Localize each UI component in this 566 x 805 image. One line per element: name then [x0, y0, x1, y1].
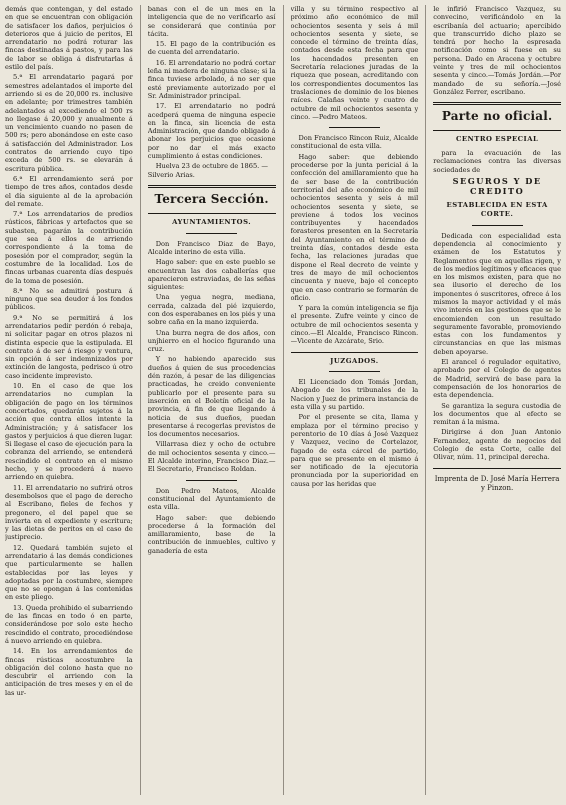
- section-divider: [433, 102, 561, 105]
- col1-paragraph: demás que contengan, y del estado en que se encuentran con obligación de satisfacer los daños, perjuicios ó deterioros que á juicio de peritos, El arrendatario no podrá roturar las fincas destinadas á pastos, y para las de labor se obliga á disfrutarlas á estilo del país.: [5, 5, 133, 72]
- col2-paragraph: Villarrasa diez y ocho de octubre de mil ochocientos sesenta y cinco.—El Alcalde interino, Francisco Diaz.—El Secretario, Francisco Roldan.: [147, 440, 276, 474]
- subsection-centro-especial: CENTRO ESPECIAL: [455, 135, 539, 144]
- column-divider: [283, 5, 284, 795]
- section-title-parte-no-oficial: Parte no oficial.: [441, 109, 553, 124]
- col2-paragraph: Y no habiendo aparecido sus dueños á quien de sus procedencias dén razón, á pesar de las diligencias practicadas, he creido conveniente publicarlo por el presente para su inserción en el Boletín oficial de la provincia, á fin de que llegando á noticia de sus dueños, puedan presentarse á recogerlas previstos de los documentos necesarios.: [147, 355, 276, 439]
- col2-paragraph: Una yegua negra, mediana, cerrada, calzada del pié izquierdo, con dos esperabanes en los piés y una sobre caña en la mano izquierda.: [147, 293, 276, 327]
- short-rule: [472, 225, 523, 226]
- subsection-ayuntamientos: AYUNTAMIENTOS.: [172, 218, 252, 227]
- column-divider: [140, 5, 141, 795]
- section-divider: [291, 352, 419, 353]
- col3-paragraph: Por el presente se cita, llama y emplaza por el término preciso y perentorio de 10 días á José Vazquez y Vazquez, vecino de Cortelazor, fugado de esta cárcel de partido, para que se presente en el mismo á ser notificado de la ejecutoria pronunciada por la superioridad en causa por las heridas que: [290, 413, 419, 488]
- col2-paragraph: Hago saber: que debiendo procederse á la formación del amillaramiento, base de la contribución de inmuebles, cultivo y ganadería de esta: [147, 513, 276, 555]
- signoff: Huelva 23 de octubre de 1865. —Silverio Arias.: [147, 162, 268, 179]
- col1-paragraph: 5.ª El arrendatario pagará por semestres adelantados el importe del arriendo si es de 20,000 rs. inclusive en adelante; por trimestres también adelantados al excediendo el 500 rs no llegase á 20,000 y anualmente á un vencimiento cuando no pasen de 500 rs; pero abonándose en este caso á satisfacción del Administrador. Los contratos de arriendo cuyo tipo exceda de 500 rs. se elevarán á escritura pública.: [5, 73, 133, 173]
- col3-paragraph: El Licenciado don Tomás Jordan, Abogado de los tribunales de la Nacion y Juez de primera instancia de esta villa y su partido.: [290, 378, 419, 412]
- col3-paragraph: Don Francisco Rincon Ruiz, Alcalde constitucional de esta villa.: [290, 134, 419, 151]
- section-title-tercera: Tercera Sección.: [154, 191, 269, 206]
- imprint-line: Imprenta de D. José María Herrera y Pinzon.: [434, 474, 560, 493]
- section-divider: [148, 213, 276, 214]
- col1-paragraph: 13. Queda prohibido el subarriendo de las fincas en todo ó en parte, considerándose por solo este hecho rescindido el contrato, procediéndose á nuevo arriendo en quiebra.: [5, 603, 133, 645]
- column-divider: [425, 5, 426, 795]
- short-rule: [186, 233, 237, 234]
- col3-paragraph: Hago saber: que debiendo procederse por la junta pericial á la confección del amillaramiento que ha de ser base de la contribución territorial del año económico de mil ochocientos sesenta y seis á mil ochocientos sesenta y siete, se previene á todos los vecinos contribuyentes y hacendados forasteros presenten en la Secretaría del Ayuntamiento en el término de treinta días, contados desde esta fecha, las relaciones juradas que dispone el Real decreto de veinte y tres de mayo de mil ochocientos cincuenta y nueve, bajo el concepto que en caso contrario se formarán de oficio.: [290, 152, 419, 302]
- col2-paragraph: Don Pedro Mateos, Alcalde constitucional del Ayuntamiento de esta villa.: [147, 486, 276, 512]
- col2-paragraph: Don Francisco Diaz de Bayo, Alcalde interino de esta villa.: [147, 239, 276, 256]
- col4-paragraph: El arancel ó regulador equitativo, aprobado por el Colegio de agentes de Madrid, servirá de base para la compensación de los honorarios de esta dependencia.: [433, 358, 561, 400]
- column-1: [5, 5, 133, 795]
- col1-paragraph: 8.ª No se admitirá postura á ninguno que sea deudor á los fondos públicos.: [5, 286, 133, 312]
- short-rule: [329, 127, 380, 128]
- col1-paragraph: 11. El arrendatario no sufrirá otros desembolsos que el pago de derecho al Escribano, fieles de fechos y pregonero, el del papel que se invierta en el expediente y escritura; y las dietas de peritos en el caso de justiprecio.: [5, 483, 133, 542]
- column-3: [291, 5, 419, 795]
- column-2: [148, 5, 276, 795]
- col1-paragraph: 14. En los arrendamientos de fincas rústicas acostumbre la obligación del colono hasta que no descubrir el arriendo con la anticipación de tres meses y en el de las ur-: [5, 647, 133, 697]
- section-divider: [433, 130, 561, 131]
- col3-paragraph: villa y su término respectivo al próximo año económico de mil ochocientos sesenta y seis á mil ochocientos sesenta y siete, se concede el término de treinta días, contados desde esta fecha para que los hacendados presenten en Secretaría relaciones juradas de la riqueza que posean, acreditando con los correspondientes documentos las traslaciones de dominio de los bienes raíces. Calañas veinte y cuatro de octubre de mil ochocientos sesenta y cinco. —Pedro Mateos.: [290, 5, 419, 121]
- section-divider: [148, 185, 276, 188]
- col1-paragraph: 12. Quedará también sujeto el arrendatario á las demás condiciones que particularmente se hallen establecidas por las leyes y adoptadas por la costumbre, siempre que no se opongan á las contenidas en este pliego.: [5, 543, 133, 602]
- col2-paragraph: 15. El pago de la contribución es de cuenta del arrendatario.: [147, 40, 276, 57]
- short-rule: [186, 480, 237, 481]
- col2-paragraph: Hago saber: que en este pueblo se encuentran las dos caballerías que aparecieron estraviadas, de las señas siguientes:: [147, 258, 276, 292]
- col2-paragraph: Una burra negra de dos años, con unjhierro en el hocico figurando una cruz.: [147, 328, 276, 354]
- newspaper-page: [5, 5, 561, 795]
- col1-paragraph: 6.ª El arrendamiento será por tiempo de tres años, contados desde el día siguiente al de la aprobación del remate.: [5, 174, 133, 208]
- heading-seguros-credito: SEGUROS Y DE CREDITO: [452, 175, 542, 197]
- col4-paragraph: Dedicada con especialidad esta dependencia al conocimiento y exámen de los Estatutos y Reglamentos que en aquellas rigen, y de los medios legítimos y eficaces que en los mismos existen, para que no sea ilusorio el derecho de los imponentes ó suscritores, ofrece á los mismos la mayor actividad y el más vivo interés en las gestiones que se le encomienden con un resultado seguramente favorable, promoviendo estas con los fundamentos y circunstancias en que las mismas deben apoyarse.: [433, 231, 561, 356]
- subsection-juzgados: JUZGADOS.: [330, 356, 379, 365]
- col4-paragraph: Dirigirse á don Juan Antonio Fernandez, agente de negocios del Colegio de esta Corte, calle del Olivar, núm. 11, principal derecha.: [433, 428, 561, 462]
- col2-paragraph: 16. El arrendatario no podrá cortar leña ni madera de ninguna clase; si la finca tuviese arbolado, á no ser que esté previamente autorizado por el Sr. Administrador principal.: [147, 58, 276, 100]
- short-rule: [329, 371, 380, 372]
- col3-paragraph: Y para la común inteligencia se fija el presente. Zufre veinte y cinco de octubre de mil ochocientos sesenta y cinco.—El Alcalde, Francisco Rincon.—Vicente de Azcárate, Srio.: [290, 304, 419, 346]
- col4-paragraph: le infirió Francisco Vazquez, su convecino, verificándolo en la escribanía del actuario; apercibido que transcurrido dicho plazo se tendrá por hecho la espresada notificación como si fuese en su persona. Dado en Aracena y octubre veinte y tres de mil ochocientos sesenta y cinco.—Tomás Jordán.—Por mandado de su señoría.—José González Ferrer, escribano.: [433, 5, 561, 96]
- section-divider: [433, 468, 561, 469]
- column-4: [433, 5, 561, 795]
- col1-paragraph: 7.ª Los arrendatarios de predios rústicos, fábricas y artefactos que se subasten, pagarán la contribución que sea á ellos de arriendo correspondiente á la toma de posesión por el comprador, según la costumbre de la localidad. Los de fincas urbanas cuarenta días después de la toma de posesión.: [5, 210, 133, 285]
- col2-paragraph: 17. El arrendatario no podrá acedperá quema de ninguna especie en la finca, sin licencia de esta Administración, que dando obligado á abonar los perjuicios que ocasione por no dar el más exacto cumplimiento á estas condiciones.: [147, 102, 276, 161]
- col4-paragraph: Se garantiza la segura custodia de los documentos que al efecto se remitan á la misma.: [433, 401, 561, 427]
- col1-paragraph: 9.ª No se permitirá á los arrendatarios pedir perdón ó rebaja, ni solicitar pagar en otros plazos ni distinta especie que la estipulada. El contrato á de ser á riesgo y ventura, sin opción á ser indemnizados por extinción de langosta, pedrisco ú otro caso incidente imprevisto.: [5, 313, 133, 380]
- established-line: ESTABLECIDA EN ESTA CORTE.: [446, 201, 548, 219]
- col1-paragraph: 10. En el caso de que los arrendatarios no cumplan la obligación de pago en los términos concertados, quedarán sujetos á la acción que contra ellos intente la Administración; y á satisfacer los gastos y perjuicios á que dieren lugar. Si llegase el caso de ejecución para la cobranza del arriendo, se entenderá rescindido el contrato en el mismo hecho, y se procederá á nuevo arriendo en quiebra.: [5, 382, 133, 482]
- col4-paragraph: para la evacuación de las reclamaciones contra las diversas sociedades de: [433, 148, 561, 174]
- col2-paragraph: banas con el de un mes en la inteligencia que de no verificarlo así se considerará que continúa por tácita.: [147, 5, 276, 38]
